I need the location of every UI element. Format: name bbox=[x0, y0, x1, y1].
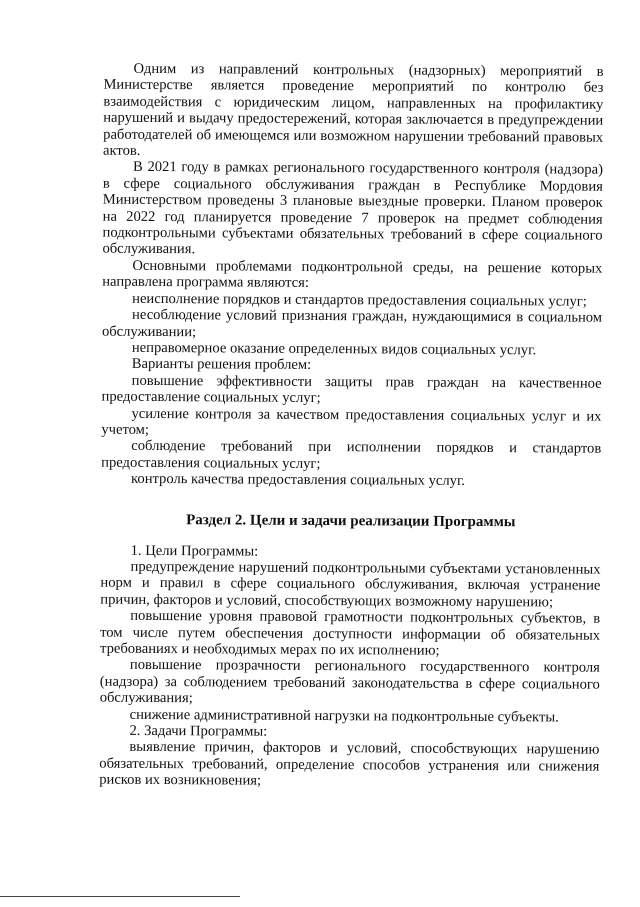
paragraph: снижение административной нагрузки на подконтрольные субъекты. bbox=[129, 706, 559, 726]
paragraph: усиление контроля за качеством предоставления социальных услуг и их учетом; bbox=[101, 405, 602, 438]
paragraph: неисполнение порядков и стандартов предоставления социальных услуг; bbox=[132, 290, 587, 310]
paragraph: неправомерное оказание определенных видов социальных услуг. bbox=[131, 339, 537, 359]
paragraph: 1. Цели Программы: bbox=[130, 542, 259, 560]
paragraph: В 2021 году в рамках регионального государственного контроля (надзора) в сфере социального обслуживания граждан в Республике Мордовия Министерством проведены 3 плановые выездные проверки. Планом проверок на 2022 год планируется проведение 7 проверок на предмет соблюдения подконтрольными субъектами обязательных требований в сфере социального обслуживания. bbox=[102, 159, 604, 258]
footer-rule bbox=[0, 896, 240, 897]
text-block-top bbox=[101, 61, 604, 491]
paragraph: Одним из направлений контрольных (надзорных) мероприятий в Министерстве является проведение мероприятий по контролю без взаимодействия с юридическим лицом, направленных на профилактику нарушений и выдачу предостережений, которая заключается в предупреждении работодателей об имеющемся или возможном нарушении требований правовых актов. bbox=[103, 60, 604, 159]
paragraph: 2. Задачи Программы: bbox=[129, 722, 268, 740]
paragraph: соблюдение требований при исполнении порядков и стандартов предоставления социальных услуг; bbox=[101, 438, 602, 472]
paragraph: предупреждение нарушений подконтрольными субъектами установленных норм и правил в сфере социального обслуживания, включая устранение причин, факторов и условий, способствующих возможному нарушению; bbox=[100, 558, 601, 611]
text-block-bottom bbox=[99, 542, 600, 791]
paragraph: повышение прозрачности регионального государственного контроля (надзора) за соблюдением требований законодательства в сфере социального обслуживания; bbox=[99, 657, 600, 707]
paragraph: Варианты решения проблем: bbox=[131, 356, 312, 374]
paragraph: несоблюдение условий признания граждан, нуждающимися в социальном обслуживании; bbox=[101, 306, 603, 340]
paragraph: выявление причин, факторов и условий, способствующих нарушению обязательных требований, определение способов устранения или снижения рисков их возникновения; bbox=[99, 739, 600, 789]
paragraph: Основными проблемами подконтрольной среды, на решение которых направлена программа являются: bbox=[102, 257, 603, 292]
section-heading: Раздел 2. Цели и задачи реализации Программы bbox=[186, 511, 516, 530]
paragraph: повышение уровня правовой грамотности подконтрольных субъектов, в том числе путем обеспечения доступности информации об обязательных требованиях и необходимых мерах по их исполнению; bbox=[99, 608, 601, 659]
paragraph: контроль качества предоставления социальных услуг. bbox=[131, 471, 466, 490]
paragraph: повышение эффективности защиты прав граждан на качественное предоставление социальных услуг; bbox=[101, 372, 602, 407]
